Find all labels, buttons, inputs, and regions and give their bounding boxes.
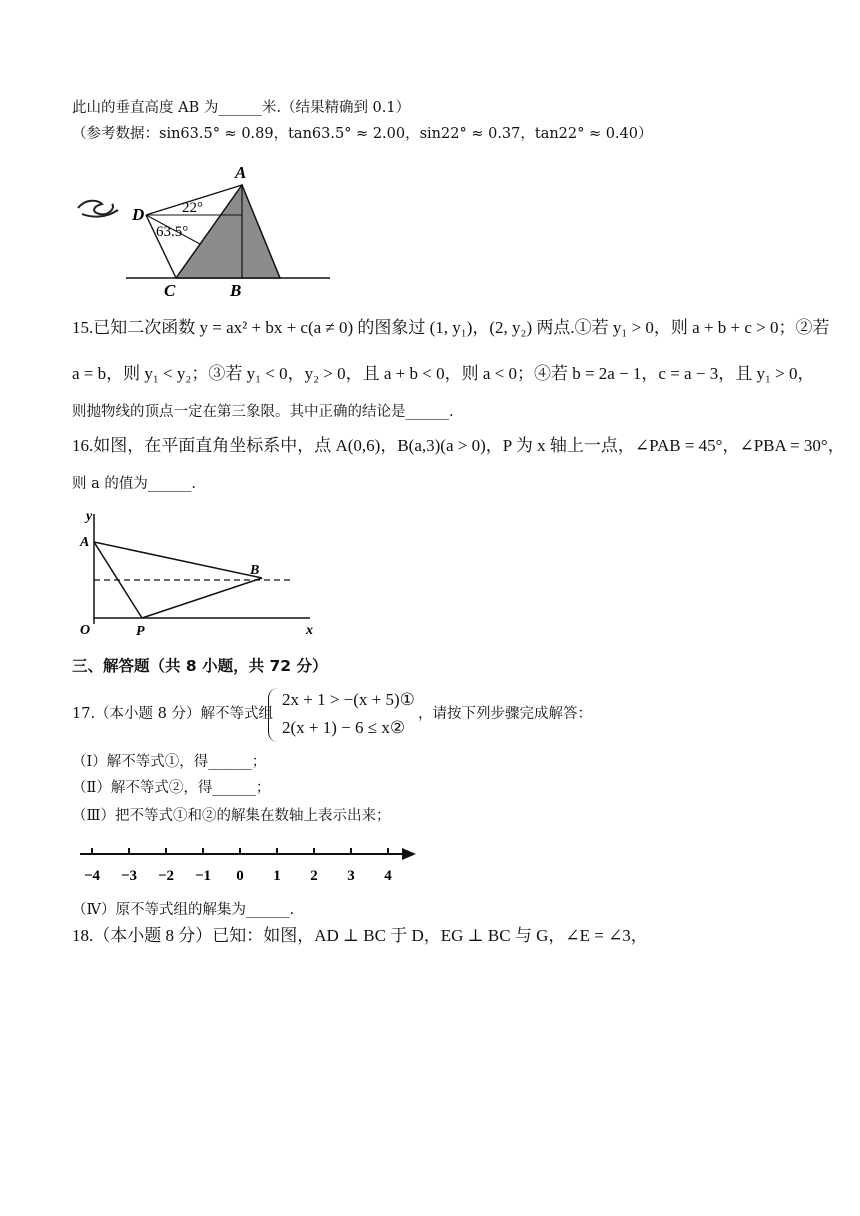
q14-question-tail: 此山的垂直高度 AB 为______米.（结果精确到 0.1） [72, 100, 411, 116]
label-angle-63-5: 63.5° [156, 224, 189, 240]
label-D: D [132, 205, 145, 224]
label-P: P [136, 624, 145, 638]
q17-step1: （Ⅰ）解不等式①，得______； [72, 754, 267, 770]
q16-line2: 则 a 的值为______. [72, 476, 196, 492]
q16-line1: 16.如图，在平面直角坐标系中，点 A(0,6)，B(a,3)(a > 0)，P 为 x 轴上一点，∠PAB = 45°，∠PBA = 30°， [72, 436, 845, 455]
label-A: A [235, 163, 247, 182]
q17-prefix: 17.（本小题 8 分）解不等式组 [72, 706, 274, 722]
q17-inequality-1: 2x + 1 > −(x + 5)① [282, 690, 415, 709]
number-line-label: 2 [310, 868, 318, 884]
number-line-label: 0 [236, 868, 244, 884]
number-line-label: −3 [120, 868, 138, 884]
mountain-shape [176, 185, 280, 278]
q17-inequality-system [268, 686, 415, 742]
label-B: B [250, 563, 260, 578]
q17-suffix: ，请按下列步骤完成解答： [418, 706, 592, 722]
label-x: x [306, 623, 313, 638]
scribble-mark [78, 201, 118, 217]
q14-mountain-figure [72, 160, 362, 300]
segment-AB [94, 542, 262, 578]
number-line-arrow [402, 848, 416, 860]
q17-step3: （Ⅲ）把不等式①和②的解集在数轴上表示出来； [72, 808, 391, 824]
label-B: B [230, 281, 242, 300]
label-A: A [80, 535, 90, 550]
q17-step2: （Ⅱ）解不等式②，得______； [72, 780, 271, 796]
number-line-label: 3 [347, 868, 355, 884]
label-O: O [80, 623, 91, 638]
label-angle-22: 22° [182, 200, 203, 216]
q17-number-line [72, 840, 422, 892]
q17-step4: （Ⅳ）原不等式组的解集为______. [72, 902, 295, 918]
q17-inequality-2: 2(x + 1) − 6 ≤ x② [282, 718, 406, 737]
number-line-label: −2 [157, 868, 175, 884]
number-line-label: −4 [83, 868, 101, 884]
number-line-label: −1 [194, 868, 212, 884]
q18-line1: 18.（本小题 8 分）已知：如图，AD ⊥ BC 于 D，EG ⊥ BC 与 G，∠E = ∠3， [72, 926, 648, 945]
q15-line2: a = b，则 y₁ < y₂；③若 y₁ < 0，y₂ > 0，且 a + b < 0，则 a < 0；④若 b = 2a − 1，c = a − 3，且 y₁ > 0， [72, 364, 815, 383]
number-line-label: 1 [273, 868, 281, 884]
q14-reference-data: （参考数据：sin63.5° ≈ 0.89，tan63.5° ≈ 2.00，sin22° ≈ 0.37，tan22° ≈ 0.40） [72, 126, 653, 142]
label-y: y [86, 509, 93, 524]
label-C: C [164, 281, 176, 300]
section-3-title: 三、解答题（共 8 小题，共 72 分） [72, 657, 328, 675]
number-line-label: 4 [384, 868, 392, 884]
segment-PB [142, 578, 262, 618]
brace [268, 688, 279, 742]
q16-coordinate-figure [72, 506, 322, 638]
q15-line1: 15.已知二次函数 y = ax² + bx + c(a ≠ 0) 的图象过 (1, y₁)，(2, y₂) 两点.①若 y₁ > 0，则 a + b + c > 0；②若 [72, 318, 830, 337]
q15-line3: 则抛物线的顶点一定在第三象限。其中正确的结论是______. [72, 404, 454, 420]
